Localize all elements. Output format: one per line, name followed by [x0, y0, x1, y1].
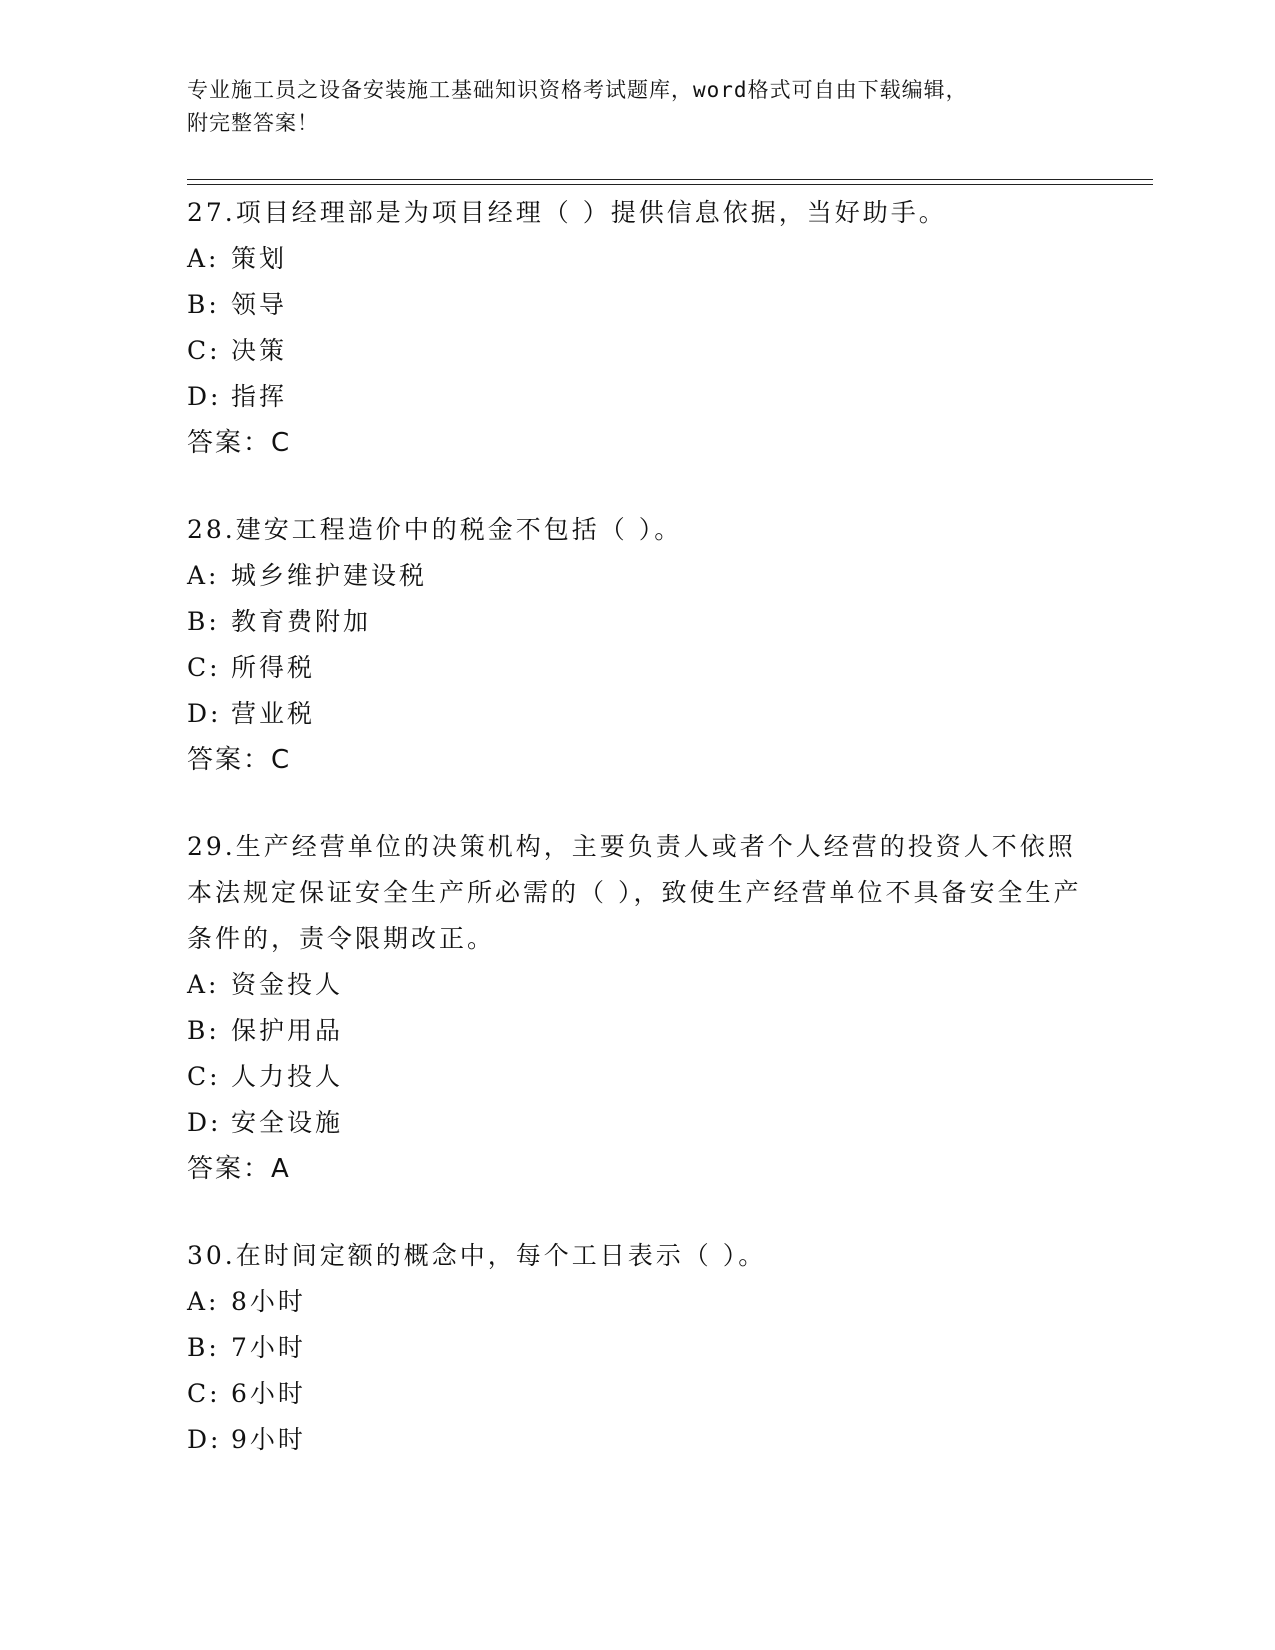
question-27	[187, 190, 1087, 466]
option-letter: C:	[187, 1062, 221, 1091]
option-c	[187, 1371, 1087, 1417]
option-text: 城乡维护建设税	[231, 561, 428, 590]
option-d	[187, 374, 1087, 420]
option-b	[187, 1008, 1087, 1054]
option-text: 人力投人	[231, 1062, 344, 1091]
option-text: 决策	[231, 336, 288, 365]
question-text: 27.项目经理部是为项目经理（ ）提供信息依据，当好助手。	[187, 198, 947, 227]
option-c	[187, 328, 1087, 374]
option-letter: D:	[187, 1425, 222, 1454]
option-text: 保护用品	[231, 1016, 344, 1045]
option-text: 8小时	[231, 1287, 306, 1316]
option-text: 安全设施	[231, 1108, 344, 1137]
document-header	[187, 74, 1087, 140]
question-list	[187, 190, 1087, 1504]
option-letter: B:	[187, 607, 220, 636]
option-text: 7小时	[231, 1333, 306, 1362]
question-text: 28.建安工程造价中的税金不包括（ ）。	[187, 515, 683, 544]
question-29	[187, 824, 1087, 1192]
option-d	[187, 691, 1087, 737]
option-letter: A:	[187, 244, 220, 273]
option-b	[187, 282, 1087, 328]
answer-line: 答案：C	[187, 428, 292, 458]
option-text: 指挥	[231, 382, 288, 411]
question-28	[187, 507, 1087, 783]
option-text: 所得税	[231, 653, 316, 682]
option-a	[187, 236, 1087, 282]
option-d	[187, 1417, 1087, 1463]
header-line-2: 附完整答案！	[187, 111, 319, 135]
answer-line: 答案：C	[187, 745, 292, 775]
option-text: 领导	[231, 290, 288, 319]
option-a	[187, 1279, 1087, 1325]
option-a	[187, 553, 1087, 599]
option-b	[187, 1325, 1087, 1371]
option-letter: A:	[187, 561, 220, 590]
option-b	[187, 599, 1087, 645]
answer-line: 答案：A	[187, 1154, 291, 1184]
option-letter: B:	[187, 1016, 220, 1045]
option-letter: C:	[187, 653, 221, 682]
question-text: 30.在时间定额的概念中，每个工日表示（ ）。	[187, 1241, 767, 1270]
header-line-1: 专业施工员之设备安装施工基础知识资格考试题库，word格式可自由下载编辑，	[187, 78, 968, 102]
option-letter: B:	[187, 290, 220, 319]
option-text: 6小时	[231, 1379, 306, 1408]
option-text: 营业税	[231, 699, 316, 728]
question-30	[187, 1233, 1087, 1463]
option-letter: C:	[187, 1379, 221, 1408]
option-text: 9小时	[231, 1425, 306, 1454]
option-letter: A:	[187, 1287, 220, 1316]
option-letter: C:	[187, 336, 221, 365]
option-letter: D:	[187, 699, 222, 728]
option-text: 策划	[231, 244, 288, 273]
header-divider-top	[187, 179, 1153, 180]
option-a	[187, 962, 1087, 1008]
option-c	[187, 645, 1087, 691]
option-text: 教育费附加	[231, 607, 372, 636]
option-text: 资金投人	[231, 970, 344, 999]
option-letter: D:	[187, 1108, 222, 1137]
option-letter: D:	[187, 382, 222, 411]
option-c	[187, 1054, 1087, 1100]
option-d	[187, 1100, 1087, 1146]
header-divider-bottom	[187, 184, 1153, 185]
option-letter: A:	[187, 970, 220, 999]
option-letter: B:	[187, 1333, 220, 1362]
question-text: 29.生产经营单位的决策机构，主要负责人或者个人经营的投资人不依照本法规定保证安全生产所必需的（ ），致使生产经营单位不具备安全生产条件的，责令限期改正。	[187, 832, 1082, 953]
